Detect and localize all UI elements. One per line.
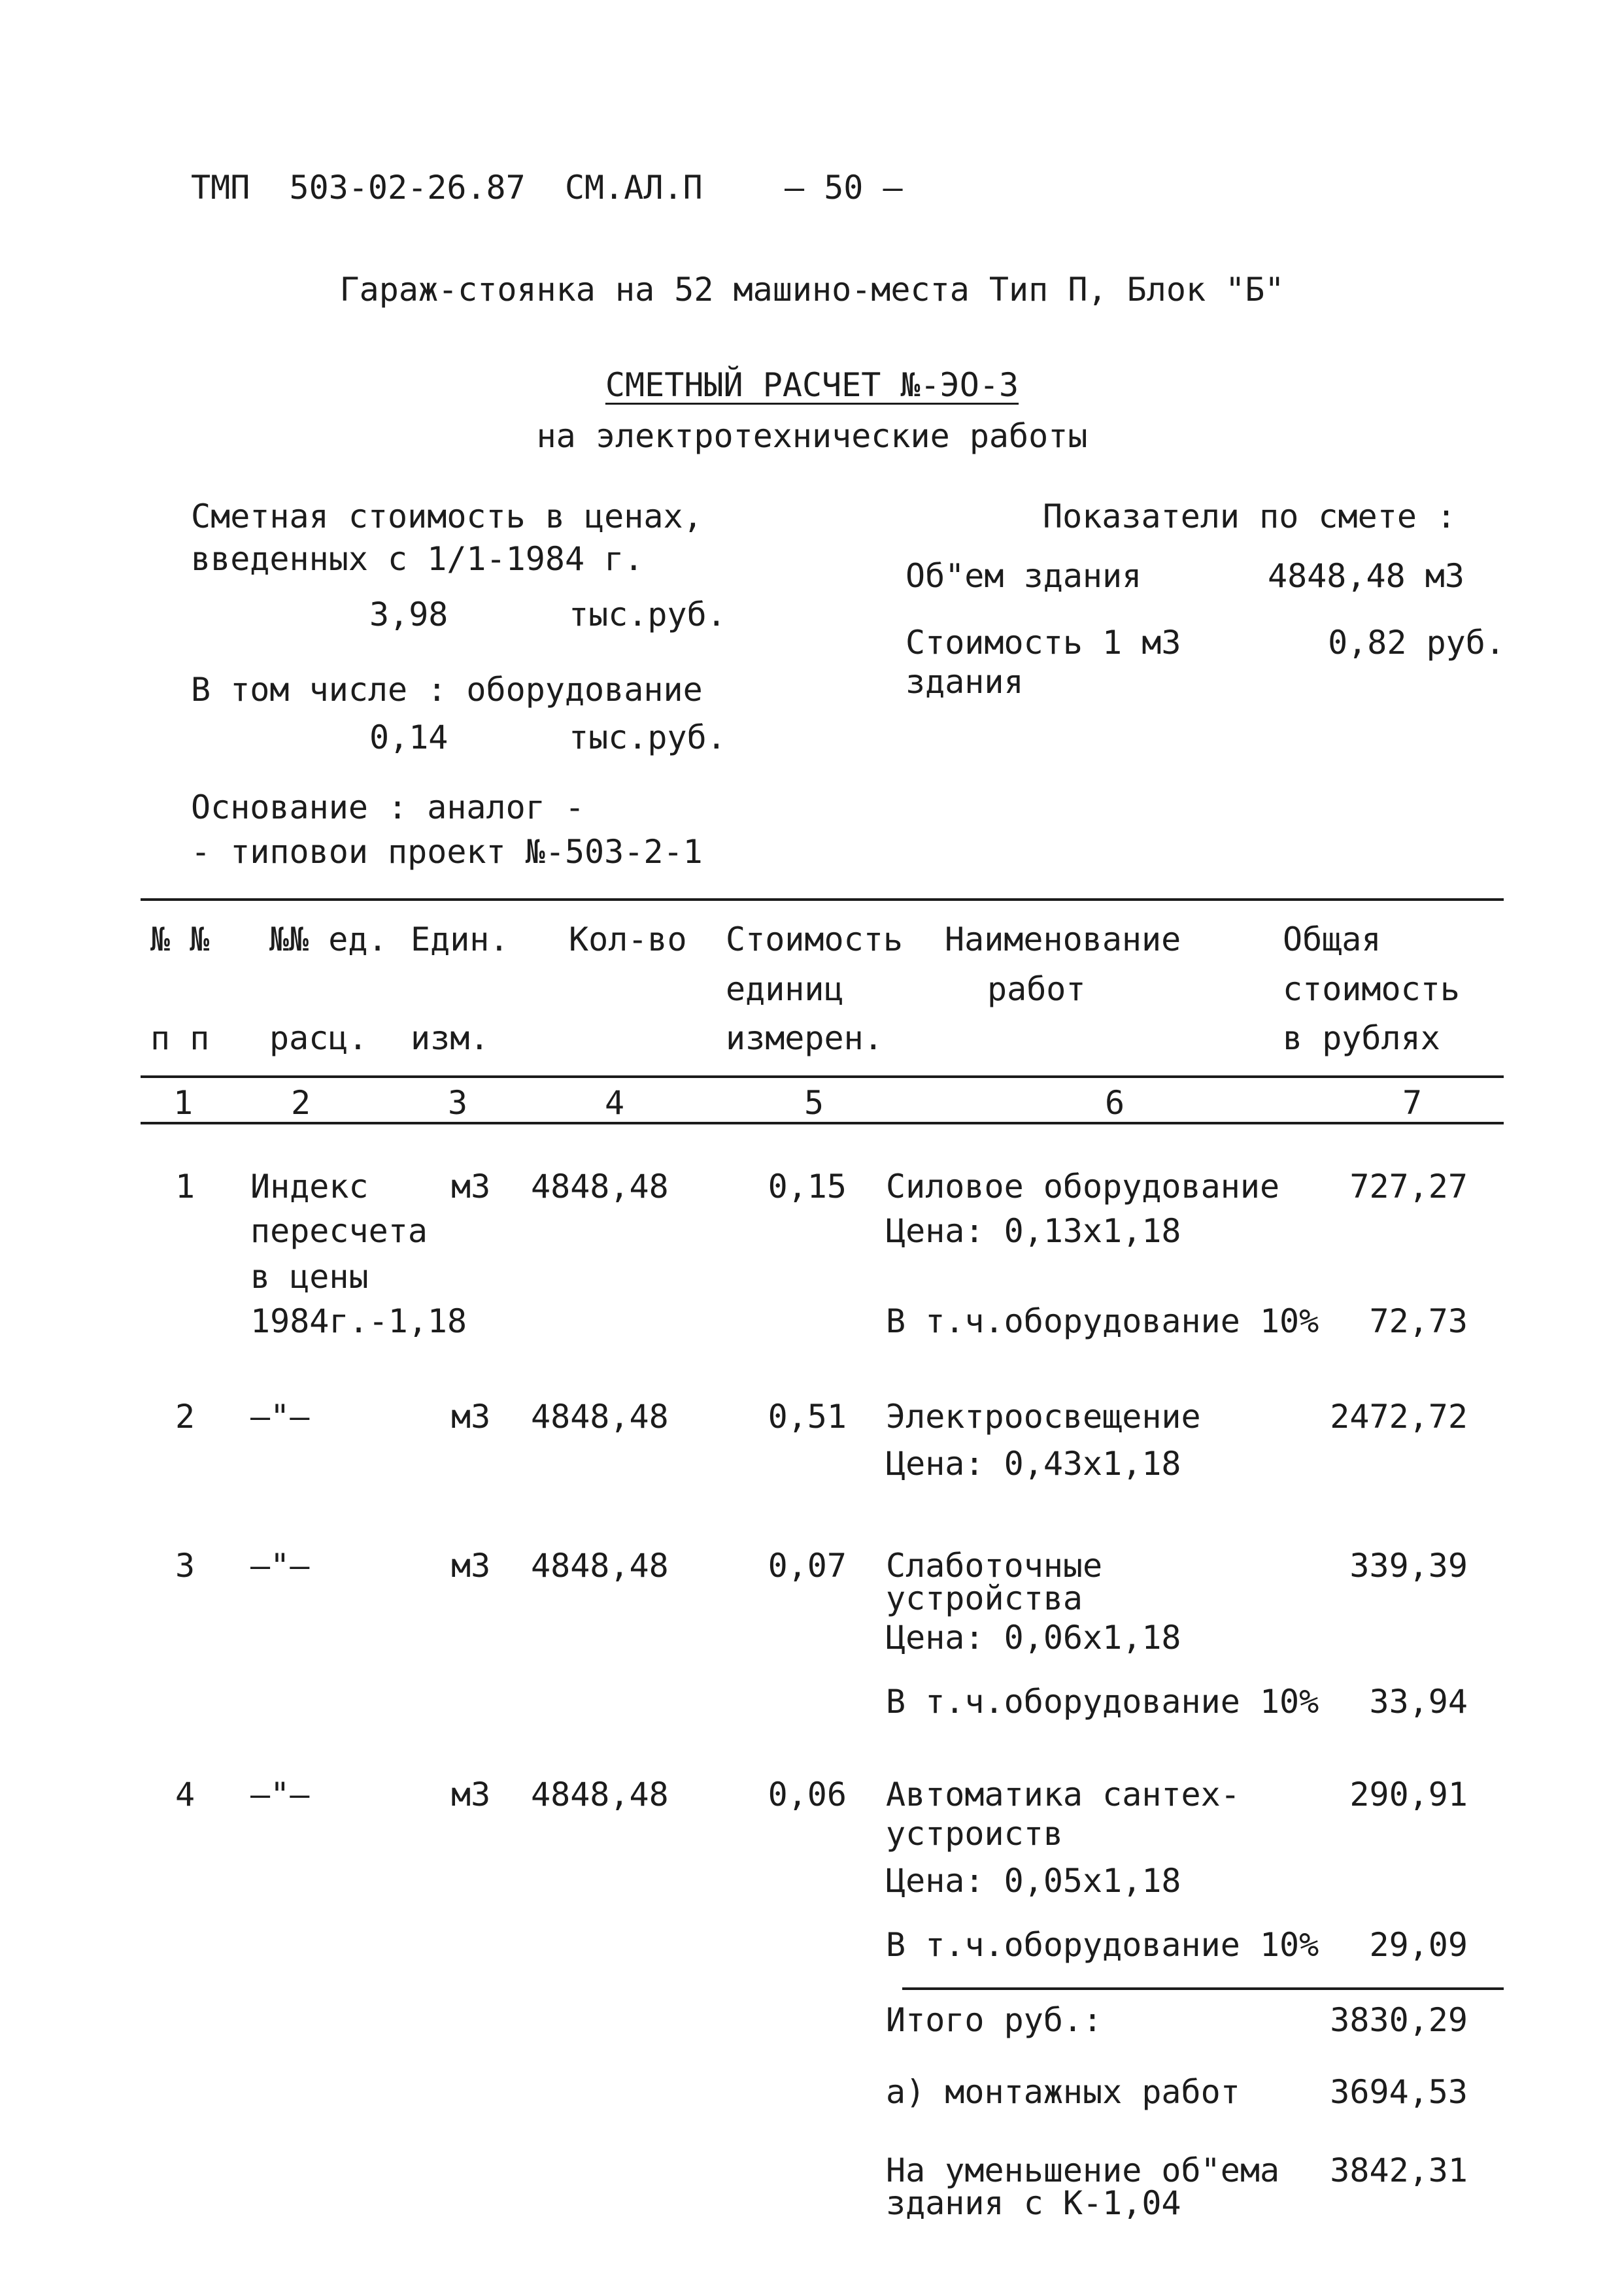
volume-reduction-label-line2: здания с К-1,04 (886, 2184, 1181, 2222)
cost-unit: тыс.руб. (569, 596, 726, 633)
quantity: 4848,48 (531, 1776, 669, 1813)
unit-of-measure: м3 (451, 1168, 491, 1206)
unit-cost-label-line2: здания (905, 663, 1024, 701)
header-col7-line2: стоимость (1283, 970, 1460, 1008)
unit-cost-value: 0,82 руб. (1328, 624, 1505, 662)
equipment-share-value: 29,09 (1369, 1926, 1468, 1964)
quantity: 4848,48 (531, 1168, 669, 1206)
unit-price: 0,06 (768, 1776, 847, 1813)
unit-cost-label-line1: Стоимость 1 м3 (905, 624, 1181, 662)
column-number: 3 (447, 1084, 468, 1122)
including-equipment-label: В том числе : оборудование (191, 671, 703, 709)
work-name-line: Слаботочные (886, 1547, 1103, 1585)
object-title: Гараж-стоянка на 52 машино-места Тип П, Блок "Б" (339, 271, 1285, 309)
work-name-line: Цена: 0,43х1,18 (886, 1445, 1181, 1483)
total-cost: 290,91 (1349, 1776, 1468, 1813)
document-code: ТМП 503-02-26.87 СМ.АЛ.П (191, 169, 703, 207)
header-col3-line3: изм. (411, 1019, 490, 1057)
total-cost: 339,39 (1349, 1547, 1468, 1585)
total-cost: 727,27 (1349, 1168, 1468, 1206)
rate-code-line: пересчета (250, 1212, 428, 1250)
row-number: 4 (175, 1776, 195, 1813)
column-number: 5 (804, 1084, 824, 1122)
header-col5-line3: измерен. (726, 1019, 883, 1057)
row-number: 3 (175, 1547, 195, 1585)
including-equipment-unit: тыс.руб. (569, 718, 726, 756)
quantity: 4848,48 (531, 1547, 669, 1585)
volume-reduction-value: 3842,31 (1330, 2151, 1468, 2189)
rate-code-line: 1984г.-1,18 (250, 1302, 467, 1340)
total-value: 3830,29 (1330, 2001, 1468, 2039)
equipment-share-label: В т.ч.оборудование 10% (886, 1683, 1319, 1721)
installation-works-value: 3694,53 (1330, 2073, 1468, 2111)
work-name-line: Силовое оборудование (886, 1168, 1280, 1206)
cost-label-line2: введенных с 1/1-1984 г. (191, 540, 644, 578)
estimate-heading: СМЕТНЫЙ РАСЧЕТ №-ЭО-3 (605, 366, 1019, 404)
rate-code-line: Индекс (250, 1168, 369, 1206)
installation-works-label: а) монтажных работ (886, 2073, 1240, 2111)
unit-price: 0,07 (768, 1547, 847, 1585)
header-col2-line3: расц. (269, 1019, 368, 1057)
unit-of-measure: м3 (451, 1776, 491, 1813)
header-col7-line1: Общая (1283, 920, 1381, 958)
unit-of-measure: м3 (451, 1547, 491, 1585)
equipment-share-label: В т.ч.оборудование 10% (886, 1926, 1319, 1964)
page-number: – 50 – (785, 169, 903, 207)
column-number: 2 (290, 1084, 311, 1122)
unit-price: 0,15 (768, 1168, 847, 1206)
header-col2-line1: №№ ед. (269, 920, 388, 958)
header-col1-line3: п п (150, 1019, 210, 1057)
work-name-line: Электроосвещение (886, 1398, 1201, 1436)
work-name-line: Цена: 0,05х1,18 (886, 1862, 1181, 1900)
header-col1-line1: № № (150, 920, 210, 958)
volume-reduction-label-line1: На уменьшение об"ема (886, 2151, 1280, 2189)
quantity: 4848,48 (531, 1398, 669, 1436)
header-col5-line1: Стоимость (726, 920, 903, 958)
work-name-line: Автоматика сантех- (886, 1776, 1240, 1813)
basis-line1: Основание : аналог - (191, 788, 585, 826)
indicators-title: Показатели по смете : (1043, 498, 1457, 535)
work-name-line: устроиств (886, 1815, 1063, 1853)
total-label: Итого руб.: (886, 2001, 1103, 2039)
column-number: 4 (604, 1084, 625, 1122)
rate-code-line: —"— (250, 1547, 310, 1585)
header-col6-line1: Наименование (945, 920, 1181, 958)
header-col3-line1: Един. (411, 920, 509, 958)
column-numbers-bottom-rule (141, 1122, 1504, 1124)
header-col5-line2: единиц (726, 970, 844, 1008)
estimate-subheading: на электротехнические работы (536, 417, 1088, 455)
including-equipment-value: 0,14 (369, 718, 448, 756)
cost-label-line1: Сметная стоимость в ценах, (191, 498, 703, 535)
table-top-rule (141, 898, 1504, 901)
work-name-line: устройства (886, 1579, 1083, 1617)
row-number: 2 (175, 1398, 195, 1436)
rate-code-line: в цены (250, 1258, 369, 1296)
equipment-share-value: 33,94 (1369, 1683, 1468, 1721)
cost-value: 3,98 (369, 596, 448, 633)
totals-rule (902, 1987, 1504, 1990)
equipment-share-value: 72,73 (1369, 1302, 1468, 1340)
column-number: 1 (173, 1084, 194, 1122)
building-volume-label: Об"ем здания (905, 557, 1142, 595)
header-col7-line3: в рублях (1283, 1019, 1440, 1057)
unit-of-measure: м3 (451, 1398, 491, 1436)
row-number: 1 (175, 1168, 195, 1206)
rate-code-line: —"— (250, 1398, 310, 1436)
column-number: 7 (1402, 1084, 1423, 1122)
work-name-line: Цена: 0,06х1,18 (886, 1619, 1181, 1657)
unit-price: 0,51 (768, 1398, 847, 1436)
building-volume-value: 4848,48 м3 (1267, 557, 1464, 595)
rate-code-line: —"— (250, 1776, 310, 1813)
basis-line2: - типовои проект №-503-2-1 (191, 833, 703, 871)
column-number: 6 (1104, 1084, 1125, 1122)
column-numbers-top-rule (141, 1075, 1504, 1078)
header-col6-line2: работ (987, 970, 1086, 1008)
total-cost: 2472,72 (1330, 1398, 1468, 1436)
equipment-share-label: В т.ч.оборудование 10% (886, 1302, 1319, 1340)
header-col4-line1: Кол-во (569, 920, 687, 958)
work-name-line: Цена: 0,13х1,18 (886, 1212, 1181, 1250)
